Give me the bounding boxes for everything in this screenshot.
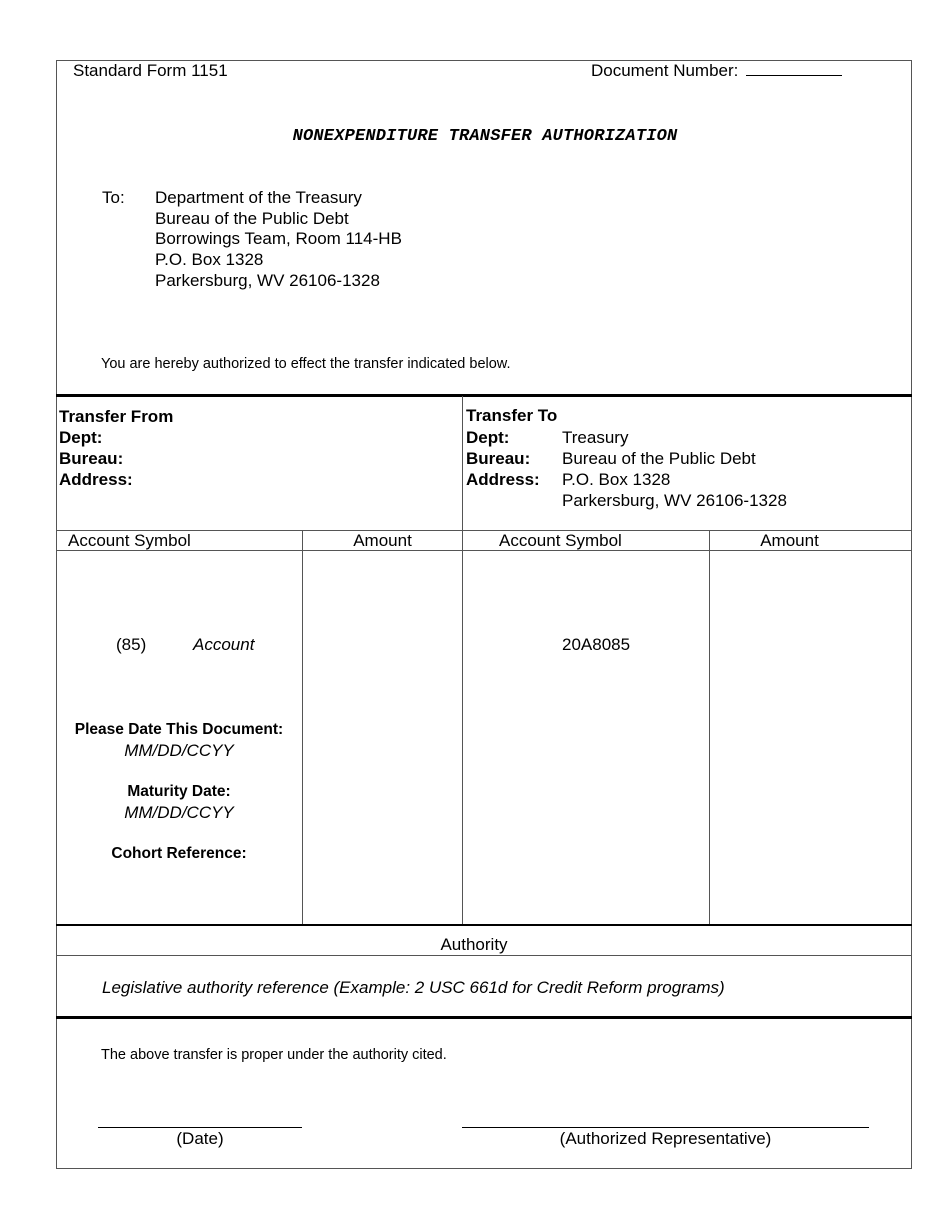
document-number-field[interactable]: [591, 61, 842, 81]
transfer-to-address-line1: P.O. Box 1328: [562, 470, 671, 489]
col-header-from-amount: Amount: [353, 531, 412, 550]
representative-signature-line[interactable]: [462, 1127, 869, 1128]
column-divider: [302, 530, 303, 925]
date-signature-label: (Date): [176, 1129, 224, 1148]
transfer-to-dept-value: Treasury: [562, 428, 629, 447]
to-address-line: Bureau of the Public Debt: [155, 208, 349, 228]
authority-heading: Authority: [440, 935, 508, 954]
transfer-to-bureau-value: Bureau of the Public Debt: [562, 449, 756, 468]
to-address-line: Department of the Treasury: [155, 188, 362, 207]
date-document-format: MM/DD/CCYY: [124, 741, 234, 760]
authority-text: Legislative authority reference (Example: 2 USC 661d for Credit Reform programs): [102, 978, 725, 997]
document-number-blank[interactable]: [746, 61, 842, 76]
transfer-to-dept-label: Dept:: [466, 428, 510, 447]
transfer-to-address-line2: Parkersburg, WV 26106-1328: [562, 491, 787, 510]
transfer-from-block: [59, 406, 173, 490]
cohort-reference-label: Cohort Reference:: [111, 845, 247, 862]
to-address-line: Borrowings Team, Room 114-HB: [155, 229, 402, 249]
authority-heading-line: [56, 955, 912, 956]
form-name: Standard Form 1151: [73, 61, 228, 80]
col-header-to-account-symbol: Account Symbol: [499, 531, 622, 550]
from-account-prefix: (85): [116, 635, 147, 654]
date-signature-line[interactable]: [98, 1127, 302, 1128]
authority-top-line: [56, 924, 912, 926]
transfer-to-heading: Transfer To: [466, 406, 558, 425]
maturity-date-label: Maturity Date:: [127, 783, 231, 800]
certification-text: The above transfer is proper under the authority cited.: [101, 1047, 447, 1063]
to-account-symbol: 20A8085: [562, 635, 631, 654]
column-divider: [462, 530, 463, 925]
from-account-label: Account: [193, 635, 255, 654]
transfer-from-dept-label: Dept:: [59, 428, 103, 447]
transfer-to-address-label: Address:: [466, 470, 540, 489]
to-address-line: P.O. Box 1328: [155, 250, 264, 270]
transfer-to-values: [562, 427, 787, 511]
transfer-to-labels: [466, 427, 540, 490]
page-title: NONEXPENDITURE TRANSFER AUTHORIZATION: [292, 127, 678, 146]
transfer-from-heading: Transfer From: [59, 407, 174, 426]
date-info-block: [56, 719, 302, 864]
authorization-text: You are hereby authorized to effect the transfer indicated below.: [101, 356, 511, 372]
to-address-block: [155, 188, 402, 292]
to-label: To:: [102, 188, 125, 207]
authority-bottom-line: [56, 1016, 912, 1019]
to-address-line: Parkersburg, WV 26106-1328: [155, 270, 380, 290]
section-divider: [56, 394, 912, 397]
transfer-to-bureau-label: Bureau:: [466, 449, 531, 468]
transfer-divider: [462, 396, 463, 531]
representative-signature-label: (Authorized Representative): [559, 1129, 772, 1148]
col-header-to-amount: Amount: [760, 531, 819, 550]
col-header-from-account-symbol: Account Symbol: [68, 531, 191, 550]
maturity-date-format: MM/DD/CCYY: [124, 803, 234, 822]
transfer-from-address-label: Address:: [59, 470, 133, 489]
transfer-from-bureau-label: Bureau:: [59, 449, 124, 468]
date-document-label: Please Date This Document:: [74, 721, 284, 738]
document-number-label: Document Number:: [591, 61, 739, 80]
column-divider: [709, 530, 710, 925]
